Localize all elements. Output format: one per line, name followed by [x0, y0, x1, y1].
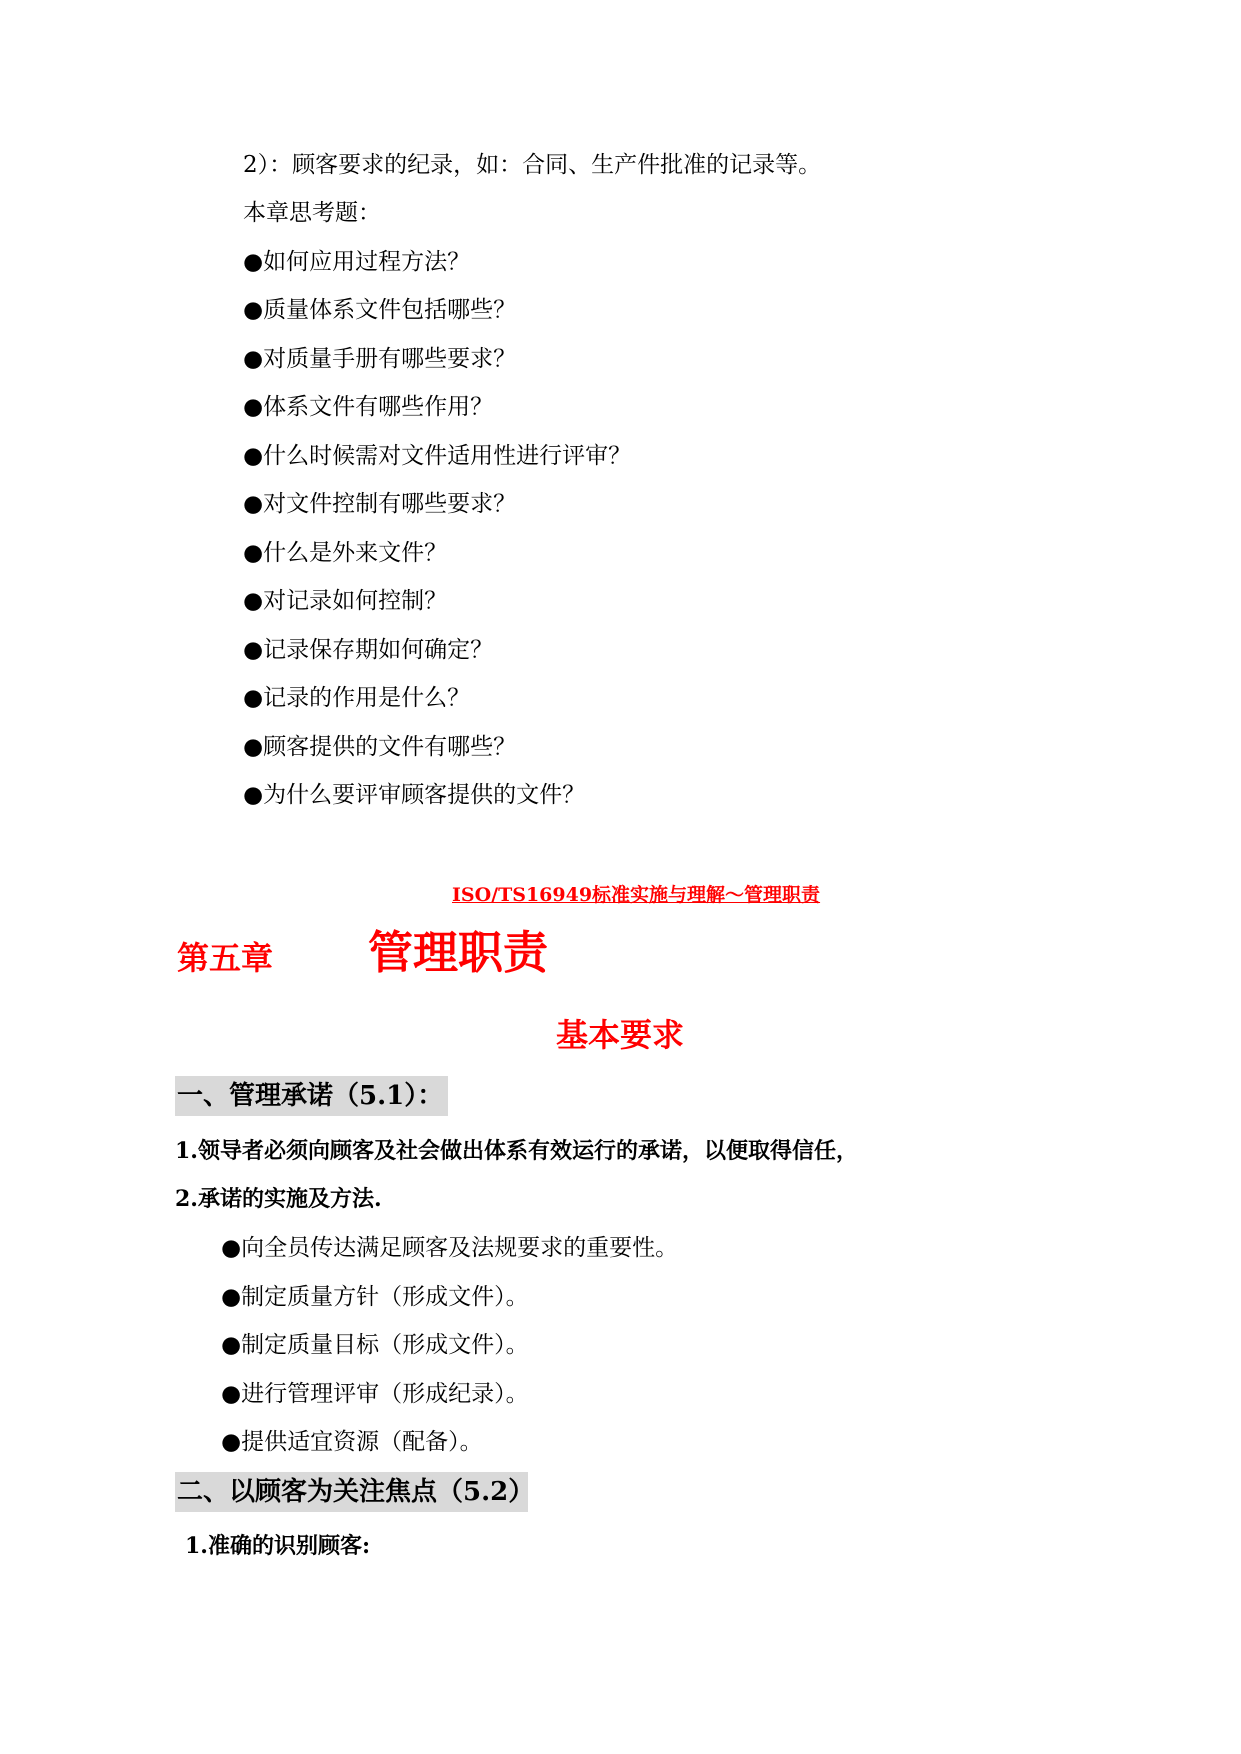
question-item: ●对文件控制有哪些要求？ [243, 491, 517, 517]
question-item: ●记录的作用是什么？ [243, 685, 471, 711]
chapter-subtitle: 基本要求 [556, 1016, 685, 1054]
question-item: ●对质量手册有哪些要求？ [243, 346, 517, 372]
question-item: ●对记录如何控制？ [243, 588, 448, 614]
commitment-bullet: ●进行管理评审（形成纪录）。 [221, 1381, 529, 1407]
commitment-point-1: 1.领导者必须向顾客及社会做出体系有效运行的承诺，以便取得信任， [175, 1138, 858, 1164]
question-item: ●为什么要评审顾客提供的文件？ [243, 782, 586, 808]
commitment-point-2: 2.承诺的实施及方法. [175, 1186, 382, 1212]
question-item: ●顾客提供的文件有哪些？ [243, 734, 517, 760]
question-item: ●如何应用过程方法？ [243, 249, 471, 275]
record-requirement-line: 2）：顾客要求的纪录，如：合同、生产件批准的记录等。 [243, 152, 822, 178]
commitment-bullet: ●提供适宜资源（配备）。 [221, 1429, 483, 1455]
question-item: ●质量体系文件包括哪些？ [243, 297, 517, 323]
chapter-number: 第五章 [177, 939, 274, 977]
commitment-bullet: ●制定质量方针（形成文件）。 [221, 1284, 529, 1310]
question-item: ●什么是外来文件？ [243, 540, 448, 566]
commitment-bullet: ●制定质量目标（形成文件）。 [221, 1332, 529, 1358]
section-heading-management-commitment: 一、管理承诺（5.1）： [175, 1076, 448, 1116]
chapter-title: 管理职责 [368, 926, 549, 979]
question-item: ●什么时候需对文件适用性进行评审？ [243, 443, 632, 469]
section-heading-customer-focus: 二、以顾客为关注焦点（5.2） [175, 1472, 528, 1512]
questions-title: 本章思考题： [243, 200, 381, 226]
customer-focus-point-1: 1.准确的识别顾客: [185, 1533, 371, 1559]
running-head: ISO/TS16949标准实施与理解～管理职责 [452, 884, 821, 906]
question-item: ●体系文件有哪些作用？ [243, 394, 494, 420]
commitment-bullet: ●向全员传达满足顾客及法规要求的重要性。 [221, 1235, 679, 1261]
question-item: ●记录保存期如何确定？ [243, 637, 494, 663]
